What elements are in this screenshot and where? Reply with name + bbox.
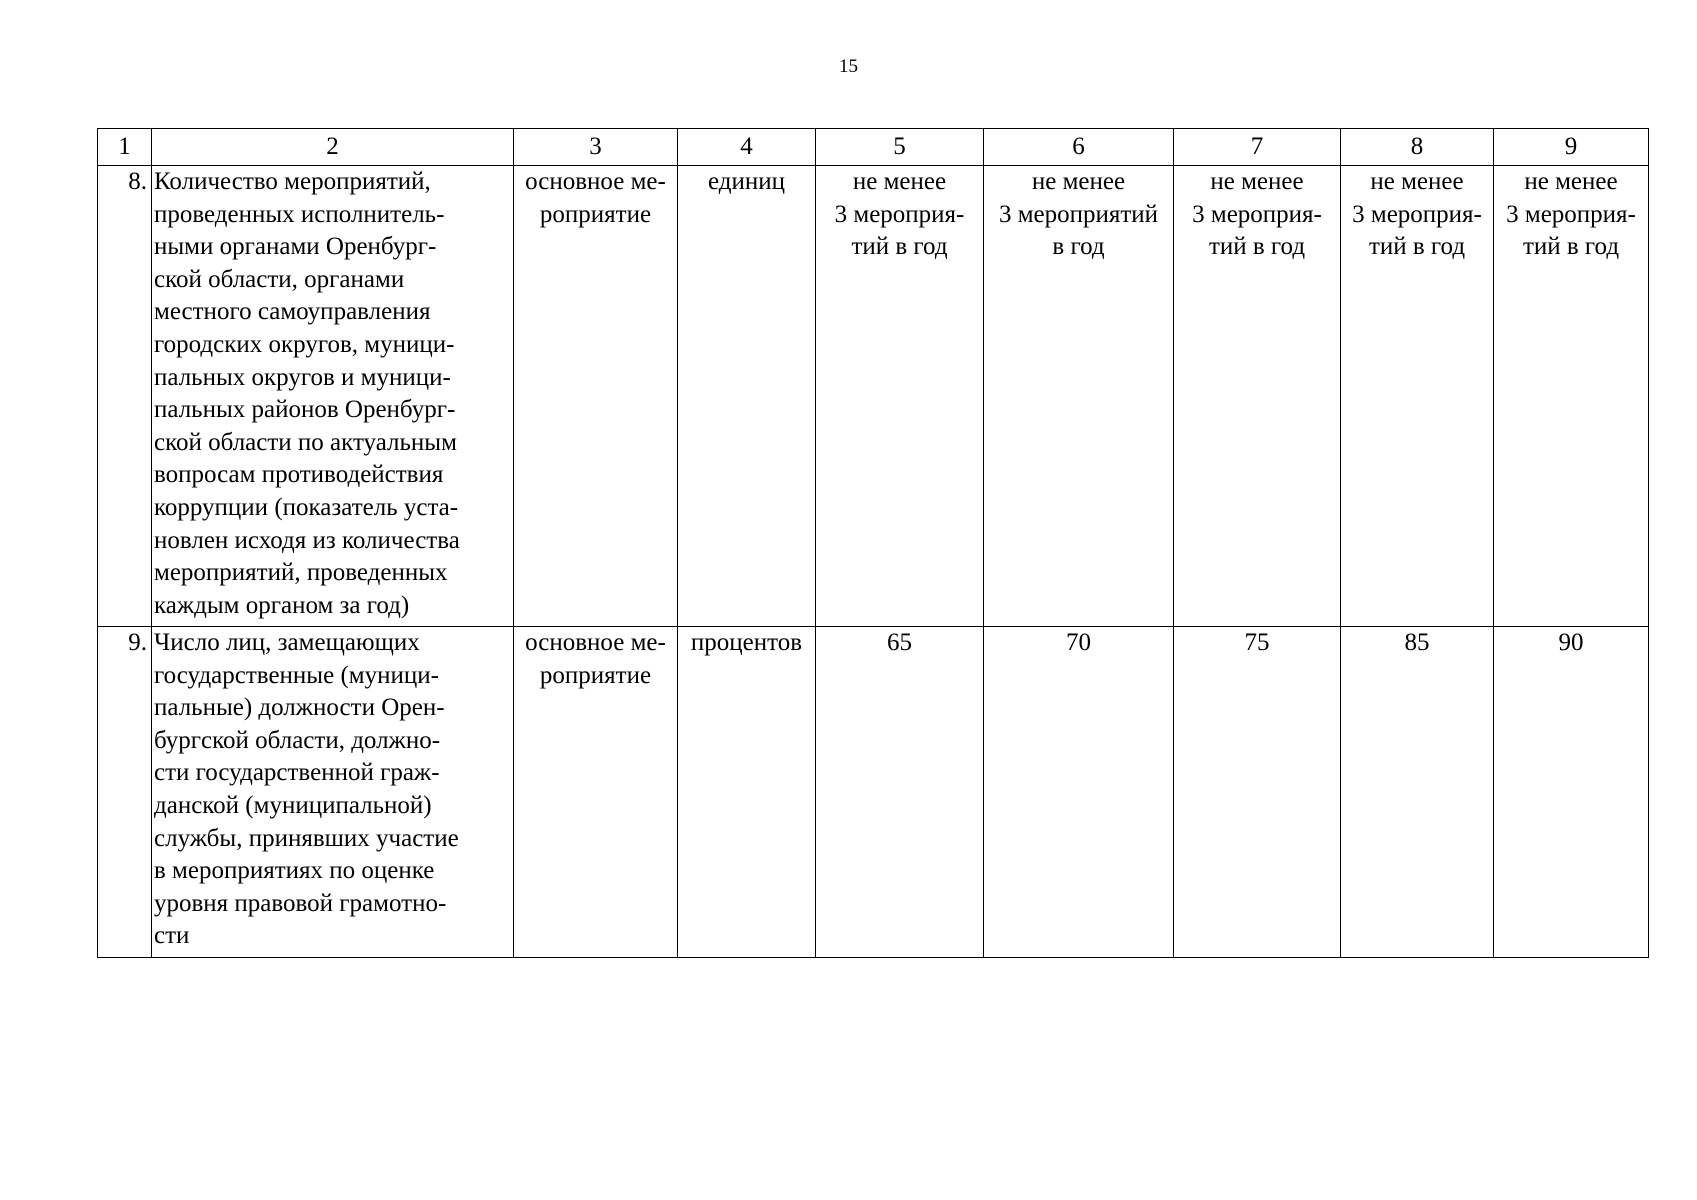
value-cell: 90 xyxy=(1494,627,1649,958)
value-cell: не менее 3 мероприя- тий в год xyxy=(1174,166,1341,627)
page-number: 15 xyxy=(839,56,858,77)
column-header: 7 xyxy=(1174,129,1341,166)
table-row xyxy=(98,627,1649,958)
table-row xyxy=(98,166,1649,627)
indicator-type: основное ме- роприятие xyxy=(514,166,678,627)
value-cell: 65 xyxy=(816,627,984,958)
indicator-name: Число лиц, замещающих государственные (муници- пальные) должности Орен- бургской области, должно- сти государственной граж- данской (муниципальной) службы, принявших участие в мероприятиях по оценке уровня правовой грамотно- сти xyxy=(152,627,514,958)
value-cell: не менее 3 мероприя- тий в год xyxy=(816,166,984,627)
column-header: 9 xyxy=(1494,129,1649,166)
table-header-row xyxy=(98,129,1649,166)
indicator-name: Количество мероприятий, проведенных исполнитель- ными органами Оренбург- ской области, органами местного самоуправления городских округов, муници- пальных округов и муници- пальных районов Оренбург- ской области по актуальным вопросам противодействия коррупции (показатель уста- новлен исходя из количества мероприятий, проведенных каждым органом за год) xyxy=(152,166,514,627)
column-header: 4 xyxy=(678,129,816,166)
column-header: 1 xyxy=(98,129,152,166)
column-header: 8 xyxy=(1341,129,1494,166)
value-cell: 85 xyxy=(1341,627,1494,958)
value-cell: не менее 3 мероприя- тий в год xyxy=(1494,166,1649,627)
column-header: 2 xyxy=(152,129,514,166)
indicator-type: основное ме- роприятие xyxy=(514,627,678,958)
column-header: 5 xyxy=(816,129,984,166)
column-header: 6 xyxy=(984,129,1174,166)
row-number: 8. xyxy=(98,166,152,627)
value-cell: 75 xyxy=(1174,627,1341,958)
value-cell: не менее 3 мероприя- тий в год xyxy=(1341,166,1494,627)
row-number: 9. xyxy=(98,627,152,958)
unit-of-measure: единиц xyxy=(678,166,816,627)
value-cell: 70 xyxy=(984,627,1174,958)
indicators-table xyxy=(97,128,1649,958)
unit-of-measure: процентов xyxy=(678,627,816,958)
value-cell: не менее 3 мероприятий в год xyxy=(984,166,1174,627)
column-header: 3 xyxy=(514,129,678,166)
